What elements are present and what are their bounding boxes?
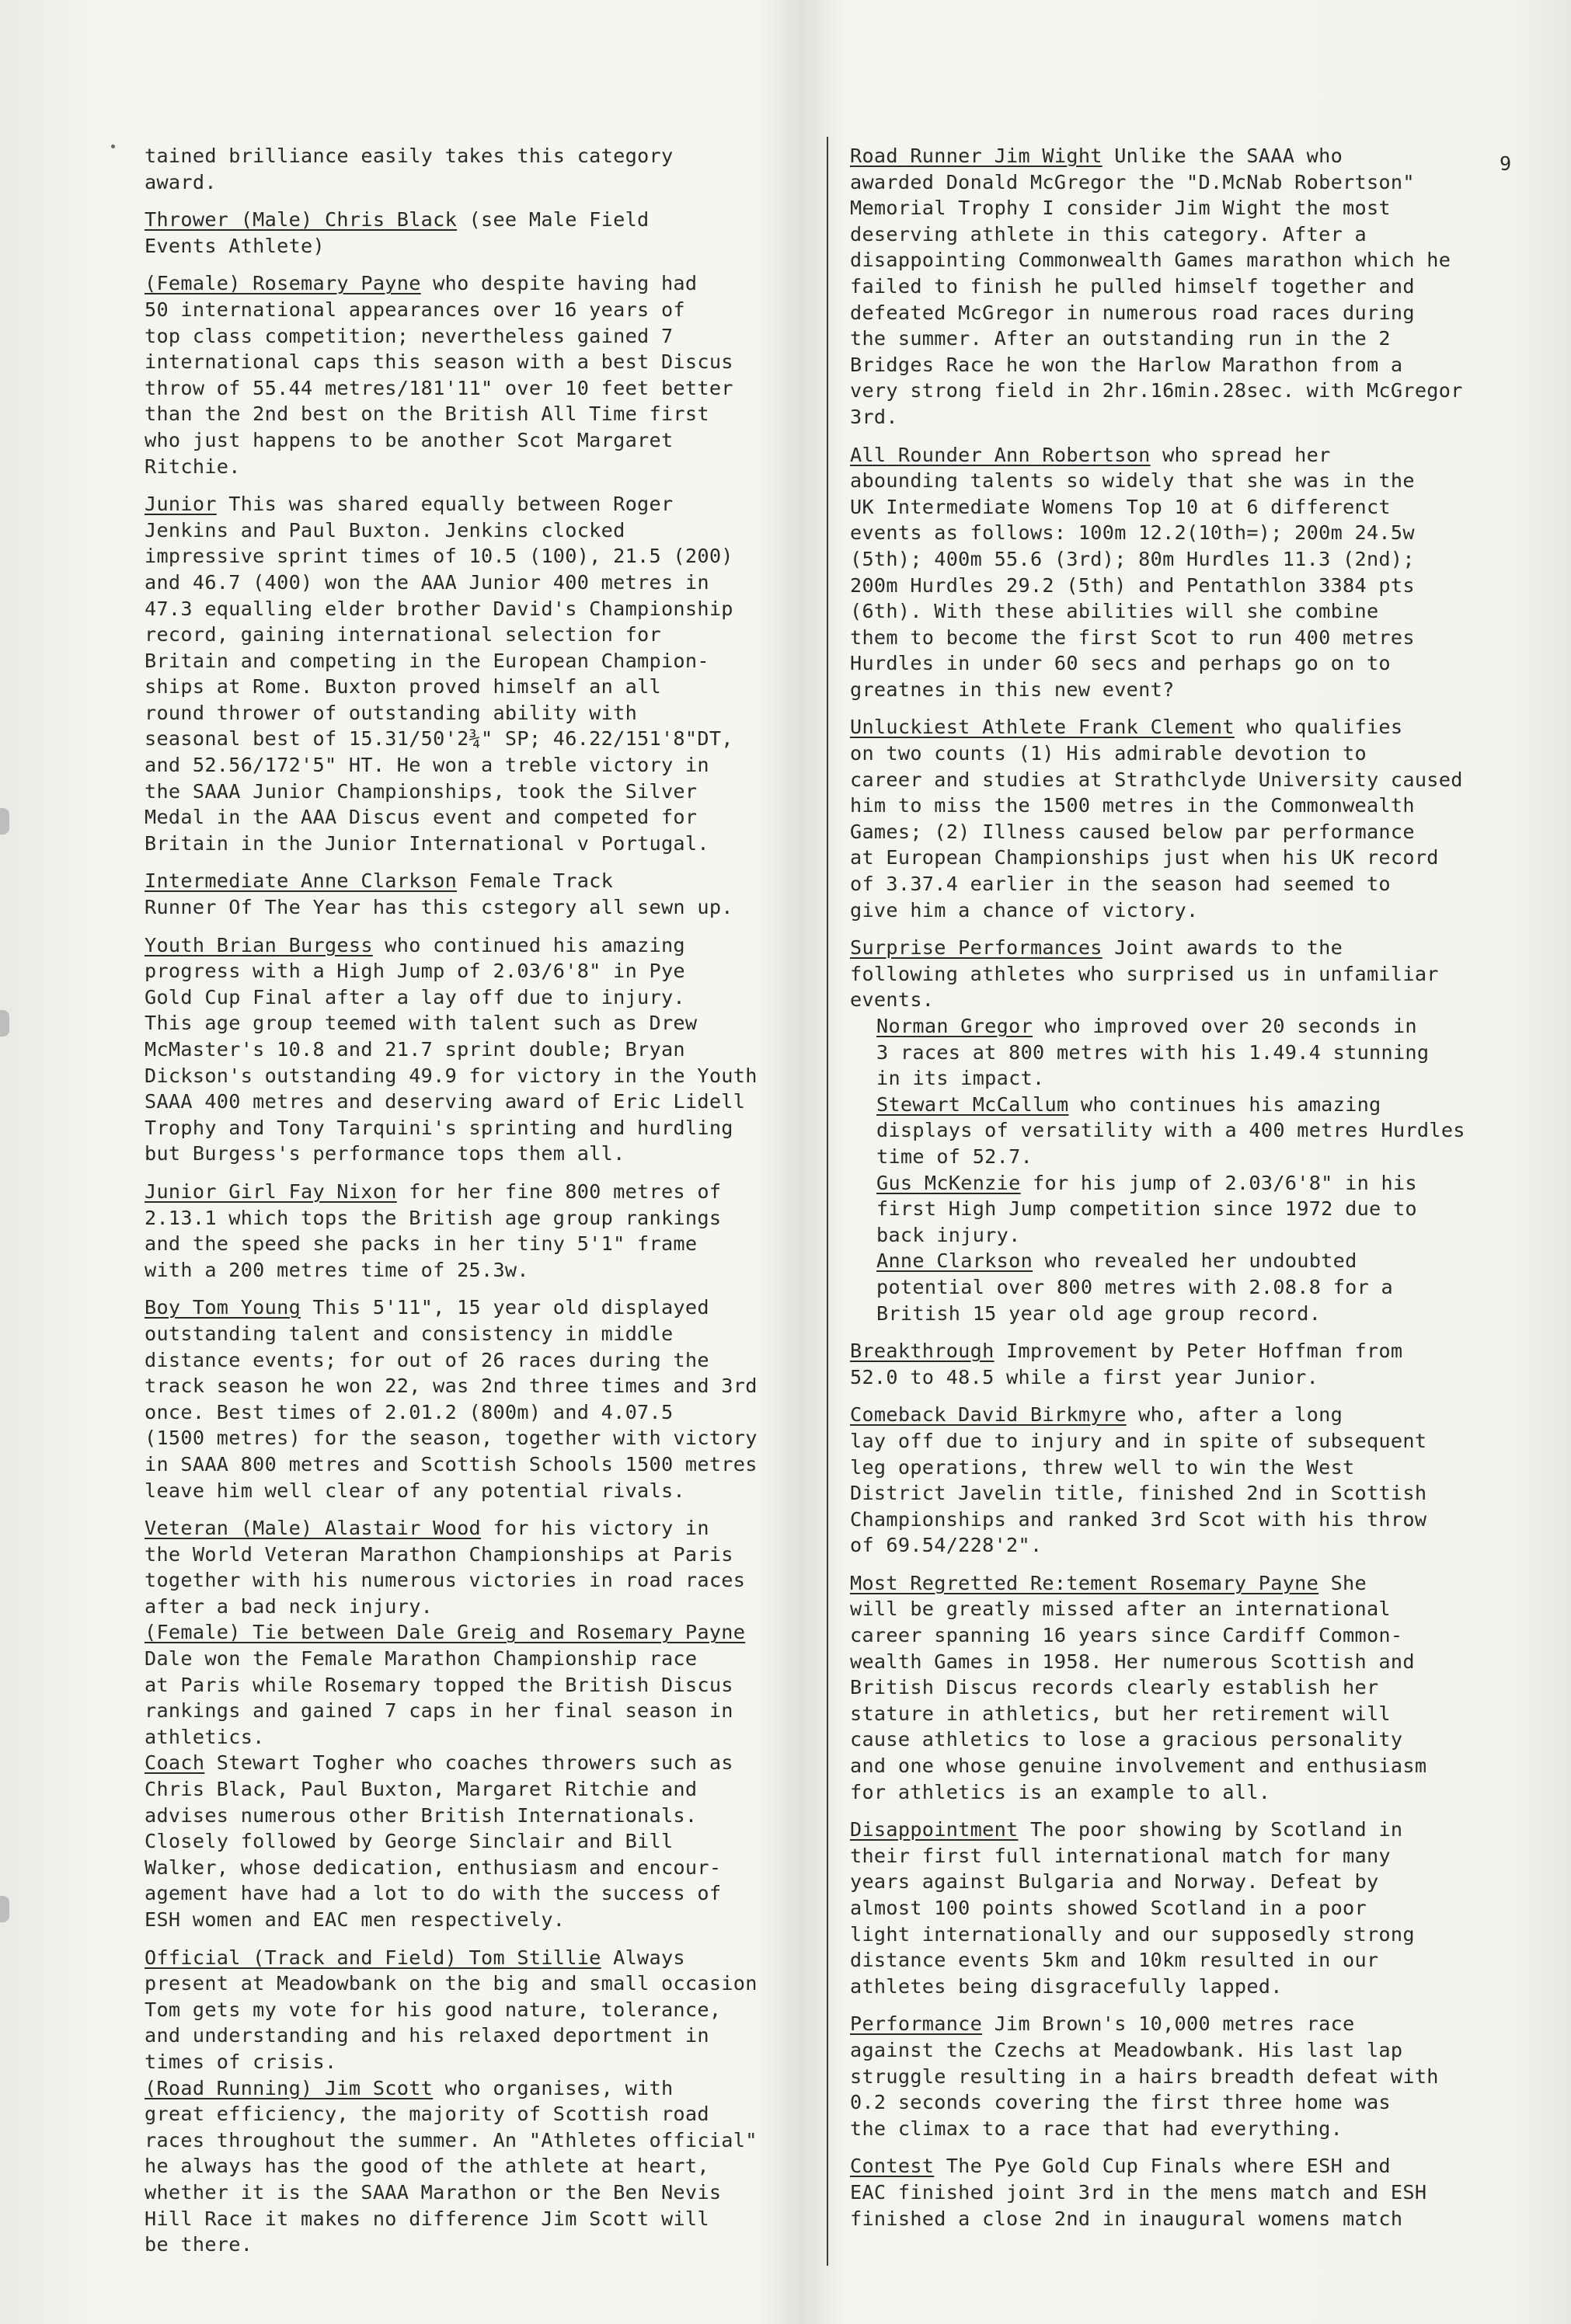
section-road-running-jim-scott xyxy=(145,2075,813,2258)
entry-block xyxy=(850,1570,1518,1805)
section-heading: (Female) Tie between Dale Greig and Rosemary Payne xyxy=(145,1621,746,1644)
section-heading: Gus McKenzie xyxy=(876,1171,1021,1194)
section-text: (see Male Field Events Athlete) xyxy=(145,208,650,257)
section-text: for his jump of 2.03/6'8" in his first High Jump competition since 1972 due to back injury. xyxy=(876,1171,1417,1246)
section-text: Jim Brown's 10,000 metres race against the Czechs at Meadowbank. His last lap struggle resulting in a hairs breadth defeat with 0.2 seconds covering the first three home was the climax to a race that had everything. xyxy=(850,2012,1439,2140)
section-heading: Youth Brian Burgess xyxy=(145,933,373,956)
section-surprise-performances xyxy=(850,935,1518,1013)
entry-block xyxy=(850,1817,1518,1999)
section-text: This 5'11", 15 year old displayed outstanding talent and consistency in middle distance events; for out of 26 races during the track season he won 22, was 2nd three times and 3rd once. Best times of 2.01.2 (800m) and 4.07.5 (1500 metres) for the season, together with victory in SAAA 800 metres and Scottish Schools 1500 metres leave him well clear of any potential rivals. xyxy=(145,1296,758,1502)
entry-block xyxy=(850,714,1518,923)
section-heading: Disappointment xyxy=(850,1818,1019,1841)
section-contest xyxy=(850,2153,1518,2232)
section-text: for her fine 800 metres of 2.13.1 which tops the British age group rankings and the speed she packs in her tiny 5'1" frame with a 200 metres time of 25.3w. xyxy=(145,1179,722,1281)
entry-block xyxy=(850,442,1518,703)
section-text: who improved over 20 seconds in 3 races at 800 metres with his 1.49.4 stunning in its impact. xyxy=(876,1015,1430,1090)
entry-block xyxy=(850,1402,1518,1559)
section-heading: Intermediate Anne Clarkson xyxy=(145,869,458,893)
section-heading: Performance xyxy=(850,2012,983,2036)
section-heading: Thrower (Male) Chris Black xyxy=(145,208,458,232)
section-text: The poor showing by Scotland in their first full international match for many years against Bulgaria and Norway. Defeat by almost 100 points showed Scotland in a poor light internationally and our supposedly strong distance events 5km and 10km resulted in our athletes being disgracefully lapped. xyxy=(850,1818,1415,1998)
section-text: She will be greatly missed after an international career spanning 16 years since Cardiff Common- wealth Games in 1958. Her numerous Scottish and British Discus records clearly establish her stature in athletics, but her retirement will cause athletics to lose a gracious personality and one whose genuine involvement and enthusiasm for athletics is an example to all. xyxy=(850,1571,1427,1803)
section-heading: Norman Gregor xyxy=(876,1015,1033,1037)
section-text: who continued his amazing progress with a High Jump of 2.03/6'8" in Pye Gold Cup Final after a lay off due to injury. This age group teemed with talent such as Drew McMaster's 10.8 and 21.7 sprint double; Bryan Dickson's outstanding 49.9 for victory in the Youth SAAA 400 metres and deserving award of Eric Lidell Trophy and Tony Tarquini's sprinting and hurdling but Burgess's performance tops them all. xyxy=(145,933,758,1165)
section-female-tie-between-dale-greig-and-rosemary-payne xyxy=(145,1619,813,1750)
section-all-rounder-ann-robertson xyxy=(850,442,1518,703)
section-heading: Unluckiest Athlete Frank Clement xyxy=(850,716,1235,739)
section-heading: Coach xyxy=(145,1751,205,1775)
right-column xyxy=(850,143,1518,2243)
section-heading: Junior Girl Fay Nixon xyxy=(145,1179,397,1203)
entry-block xyxy=(145,868,813,920)
entry-block xyxy=(145,932,813,1167)
section-heading: Junior xyxy=(145,493,217,516)
section-heading: Surprise Performances xyxy=(850,936,1102,960)
section-road-runner-jim-wight xyxy=(850,143,1518,430)
section-junior-girl-fay-nixon xyxy=(145,1179,813,1283)
entry-block xyxy=(850,2011,1518,2141)
section-disappointment xyxy=(850,1817,1518,1999)
section-heading: (Female) Rosemary Payne xyxy=(145,272,421,295)
section-heading: Official (Track and Field) Tom Stillie xyxy=(145,1946,601,1969)
left-column xyxy=(145,143,813,2270)
section-heading: All Rounder Ann Robertson xyxy=(850,443,1151,466)
section-text: Stewart Togher who coaches throwers such as Chris Black, Paul Buxton, Margaret Ritchie and advises numerous other British Internationals. Closely followed by George Sinclair and Bill Walker, whose dedication, enthusiasm and encour- agement have had a lot to do with the success of ESH women and EAC men respectively. xyxy=(145,1751,733,1931)
entry-block xyxy=(145,207,813,259)
section-junior xyxy=(145,491,813,856)
section-veteran-male-alastair-wood xyxy=(145,1515,813,1619)
section-heading: Most Regretted Re:tement Rosemary Payne xyxy=(850,1571,1319,1594)
section-anne-clarkson xyxy=(850,1248,1518,1326)
section-heading: Stewart McCallum xyxy=(876,1092,1069,1116)
section-heading: (Road Running) Jim Scott xyxy=(145,2076,434,2099)
section-official-track-and-field-tom-stillie xyxy=(145,1945,813,2075)
section-heading: Veteran (Male) Alastair Wood xyxy=(145,1517,481,1540)
section-text: who, after a long lay off due to injury and in spite of subsequent leg operations, threw well to win the West District Javelin title, finished 2nd in Scottish Championships and ranked 3rd Scot with his throw of 69.54/228'2". xyxy=(850,1403,1427,1557)
entry-block xyxy=(145,143,813,195)
section-text: who revealed her undoubted potential over 800 metres with 2.08.8 for a British 15 year old age group record. xyxy=(876,1249,1393,1325)
section-unluckiest-athlete-frank-clement xyxy=(850,714,1518,923)
entry-block xyxy=(145,491,813,856)
entry-block xyxy=(850,143,1518,430)
section-text: who despite having had 50 international appearances over 16 years of top class competition; nevertheless gained 7 international caps this season with a best Discus throw of 55.44 metres/181'11" over 10 feet better than the 2nd best on the British All Time first who just happens to be another Scot Margaret Ritchie. xyxy=(145,272,733,478)
section-stewart-mccallum xyxy=(850,1092,1518,1170)
entry-block xyxy=(850,1338,1518,1390)
section-female-rosemary-payne xyxy=(145,270,813,479)
section-intro xyxy=(145,143,813,195)
section-heading: Contest xyxy=(850,2155,935,2178)
section-text: tained brilliance easily takes this category award. xyxy=(145,145,674,193)
section-gus-mckenzie xyxy=(850,1170,1518,1249)
section-text: This was shared equally between Roger Jenkins and Paul Buxton. Jenkins clocked impressive sprint times of 10.5 (100), 21.5 (200) and 46.7 (400) won the AAA Junior 400 metres in 47.3 equalling elder brother David's Championship record, gaining international selection for Britain and competing in the European Champion- ships at Rome. Buxton proved himself an all round thrower of outstanding ability with seasonal best of 15.31/50'2¾" SP; 46.22/151'8"DT, and 52.56/172'5" HT. He won a treble victory in the SAAA Junior Championships, took the Silver Medal in the AAA Discus event and competed for Britain in the Junior International v Portugal. xyxy=(145,493,733,855)
section-heading: Road Runner Jim Wight xyxy=(850,145,1102,167)
entry-block xyxy=(145,1945,813,2258)
section-boy-tom-young xyxy=(145,1294,813,1503)
section-breakthrough xyxy=(850,1338,1518,1390)
section-intermediate-anne-clarkson xyxy=(145,868,813,920)
section-text: Dale won the Female Marathon Championship race at Paris while Rosemary topped the British Discus rankings and gained 7 caps in her final season in athletics. xyxy=(145,1647,733,1748)
section-coach xyxy=(145,1750,813,1932)
binder-ring xyxy=(0,808,9,834)
entry-block xyxy=(145,1294,813,1503)
section-comeback-david-birkmyre xyxy=(850,1402,1518,1559)
page-number: 9 xyxy=(1500,152,1512,175)
section-text: who continues his amazing displays of versatility with a 400 metres Hurdles time of 52.7. xyxy=(876,1092,1465,1168)
binder-ring xyxy=(0,1010,9,1037)
section-text: who organises, with great efficiency, the majority of Scottish road races throughout the summer. An "Athletes official" he always has the good of the athlete at heart, whether it is the SAAA Marathon or the Ben Nevis Hill Race it makes no difference Jim Scott will be there. xyxy=(145,2076,758,2256)
section-text: Unlike the SAAA who awarded Donald McGregor the "D.McNab Robertson" Memorial Trophy I consider Jim Wight the most deserving athlete in this category. After a disappointing Commonwealth Games marathon which he failed to finish he pulled himself together and defeated McGregor in numerous road races during the summer. After an outstanding run in the 2 Bridges Race he won the Harlow Marathon from a very strong field in 2hr.16min.28sec. with McGregor 3rd. xyxy=(850,145,1463,428)
entry-block xyxy=(850,2153,1518,2232)
section-heading: Anne Clarkson xyxy=(876,1249,1033,1273)
section-performance xyxy=(850,2011,1518,2141)
ink-mark xyxy=(111,145,115,148)
entry-block xyxy=(145,1179,813,1283)
section-most-regretted-re-tement-rosemary-payne xyxy=(850,1570,1518,1805)
section-text: Improvement by Peter Hoffman from 52.0 to 48.5 while a first year Junior. xyxy=(850,1340,1403,1388)
section-heading: Breakthrough xyxy=(850,1340,995,1363)
section-text: for his victory in the World Veteran Marathon Championships at Paris together with his numerous victories in road races after a bad neck injury. xyxy=(145,1517,746,1618)
section-text: Joint awards to the following athletes who surprised us in unfamiliar events. xyxy=(850,936,1439,1012)
section-text: The Pye Gold Cup Finals where ESH and EAC finished joint 3rd in the mens match and ESH finished a close 2nd in inaugural womens match xyxy=(850,2155,1427,2230)
section-norman-gregor xyxy=(850,1013,1518,1092)
section-heading: Comeback David Birkmyre xyxy=(850,1403,1127,1427)
section-thrower-male-chris-black xyxy=(145,207,813,259)
section-text: Always present at Meadowbank on the big and small occasion Tom gets my vote for his good nature, tolerance, and understanding and his relaxed deportment in times of crisis. xyxy=(145,1946,758,2073)
section-text: Female Track Runner Of The Year has this cstegory all sewn up. xyxy=(145,869,733,919)
section-text: who spread her abounding talents so widely that she was in the UK Intermediate Womens Top 10 at 6 differenct events as follows: 100m 12.2(10th=); 200m 24.5w (5th); 400m 55.6 (3rd); 80m Hurdles 11.3 (2nd); 200m Hurdles 29.2 (5th) and Pentathlon 3384 pts (6th). With these abilities will she combine them to become the first Scot to run 400 metres Hurdles in under 60 secs and perhaps go on to greatnes in this new event? xyxy=(850,443,1415,701)
entry-block xyxy=(145,1515,813,1933)
column-divider xyxy=(827,137,828,2266)
section-heading: Boy Tom Young xyxy=(145,1296,301,1319)
section-youth-brian-burgess xyxy=(145,932,813,1167)
entry-block xyxy=(145,270,813,479)
entry-block xyxy=(850,935,1518,1326)
binder-ring xyxy=(0,1896,9,1922)
section-text: who qualifies on two counts (1) His admirable devotion to career and studies at Strathclyde University caused him to miss the 1500 metres in the Commonwealth Games; (2) Illness caused below par performance at European Championships just when his UK record of 3.37.4 earlier in the season had seemed to give him a chance of victory. xyxy=(850,716,1463,922)
